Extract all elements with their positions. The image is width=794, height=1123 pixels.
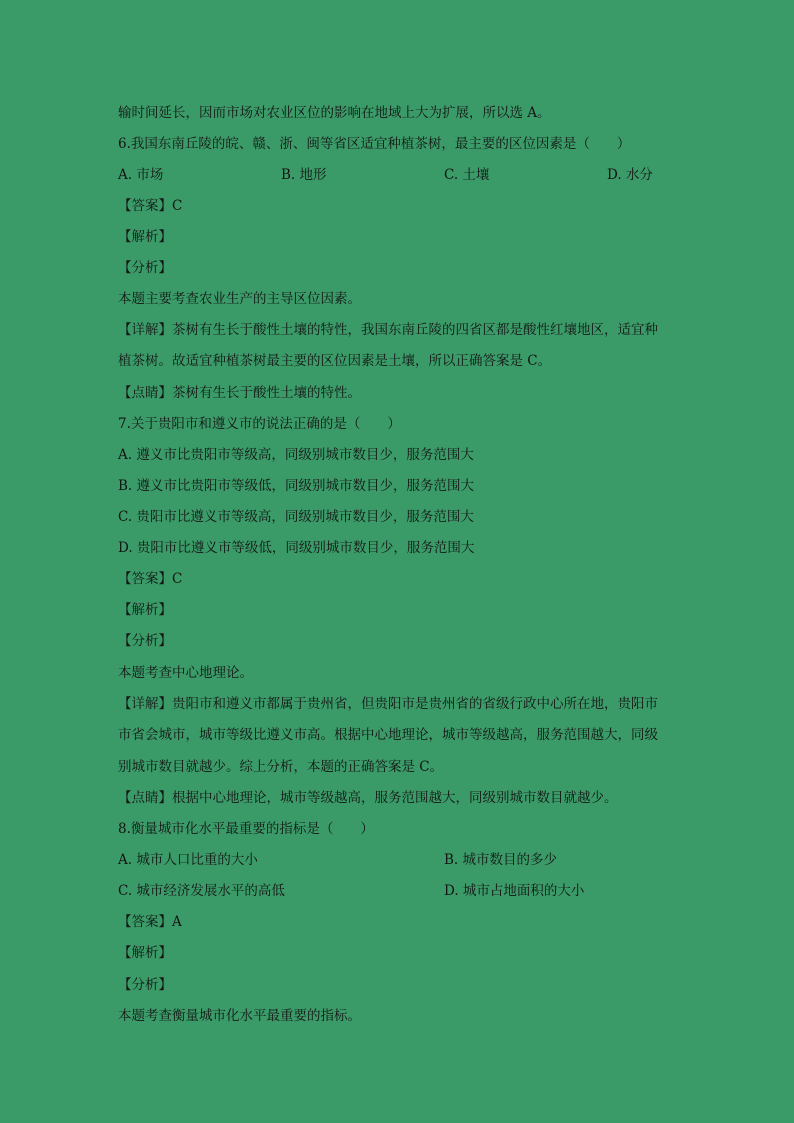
q6-option-c: C. 土壤	[444, 167, 490, 183]
q8-option-c: C. 城市经济发展水平的高低	[118, 883, 285, 899]
q7-option-b: B. 遵义市比贵阳市等级低，同级别城市数目少，服务范围大	[118, 478, 475, 494]
analysis-subheading: 【分析】	[118, 260, 172, 276]
question-6: 6.我国东南丘陵的皖、赣、浙、闽等省区适宜种植茶树，最主要的区位因素是（ ）	[118, 136, 631, 152]
detail-line: 别城市数目就越少。综上分析，本题的正确答案是 C。	[118, 759, 444, 775]
q8-option-b: B. 城市数目的多少	[444, 852, 558, 868]
detail-line: 【详解】茶树有生长于酸性土壤的特性，我国东南丘陵的四省区都是酸性红壤地区，适宜种	[118, 322, 658, 338]
answer-line: 【答案】A	[118, 914, 182, 930]
q6-option-b: B. 地形	[281, 167, 327, 183]
analysis-heading: 【解析】	[118, 945, 172, 961]
question-7: 7.关于贵阳市和遵义市的说法正确的是（ ）	[118, 416, 401, 432]
analysis-subheading: 【分析】	[118, 977, 172, 993]
comment-line: 【点睛】根据中心地理论，城市等级越高，服务范围越大，同级别城市数目就越少。	[118, 790, 618, 806]
text-line: 本题考查衡量城市化水平最重要的指标。	[118, 1008, 361, 1024]
analysis-heading: 【解析】	[118, 602, 172, 618]
q8-option-a: A. 城市人口比重的大小	[118, 852, 258, 868]
analysis-subheading: 【分析】	[118, 633, 172, 649]
text-line: 本题主要考查农业生产的主导区位因素。	[118, 291, 361, 307]
q7-option-d: D. 贵阳市比遵义市等级低，同级别城市数目少，服务范围大	[118, 540, 475, 556]
analysis-heading: 【解析】	[118, 229, 172, 245]
detail-line: 植茶树。故适宜种植茶树最主要的区位因素是土壤，所以正确答案是 C。	[118, 353, 552, 369]
detail-line: 市省会城市，城市等级比遵义市高。根据中心地理论，城市等级越高，服务范围越大，同级	[118, 727, 658, 743]
detail-line: 【详解】贵阳市和遵义市都属于贵州省，但贵阳市是贵州省的省级行政中心所在地，贵阳市	[118, 696, 658, 712]
comment-line: 【点睛】茶树有生长于酸性土壤的特性。	[118, 385, 361, 401]
answer-line: 【答案】C	[118, 571, 183, 587]
question-8: 8.衡量城市化水平最重要的指标是（ ）	[118, 821, 374, 837]
q7-option-c: C. 贵阳市比遵义市等级高，同级别城市数目少，服务范围大	[118, 509, 474, 525]
q6-option-a: A. 市场	[118, 167, 164, 183]
q6-option-d: D. 水分	[607, 167, 653, 183]
text-line: 输时间延长，因而市场对农业区位的影响在地域上大为扩展，所以选 A。	[118, 105, 551, 121]
answer-line: 【答案】C	[118, 198, 183, 214]
q7-option-a: A. 遵义市比贵阳市等级高，同级别城市数目少，服务范围大	[118, 447, 474, 463]
q8-option-d: D. 城市占地面积的大小	[444, 883, 585, 899]
text-line: 本题考查中心地理论。	[118, 665, 253, 681]
